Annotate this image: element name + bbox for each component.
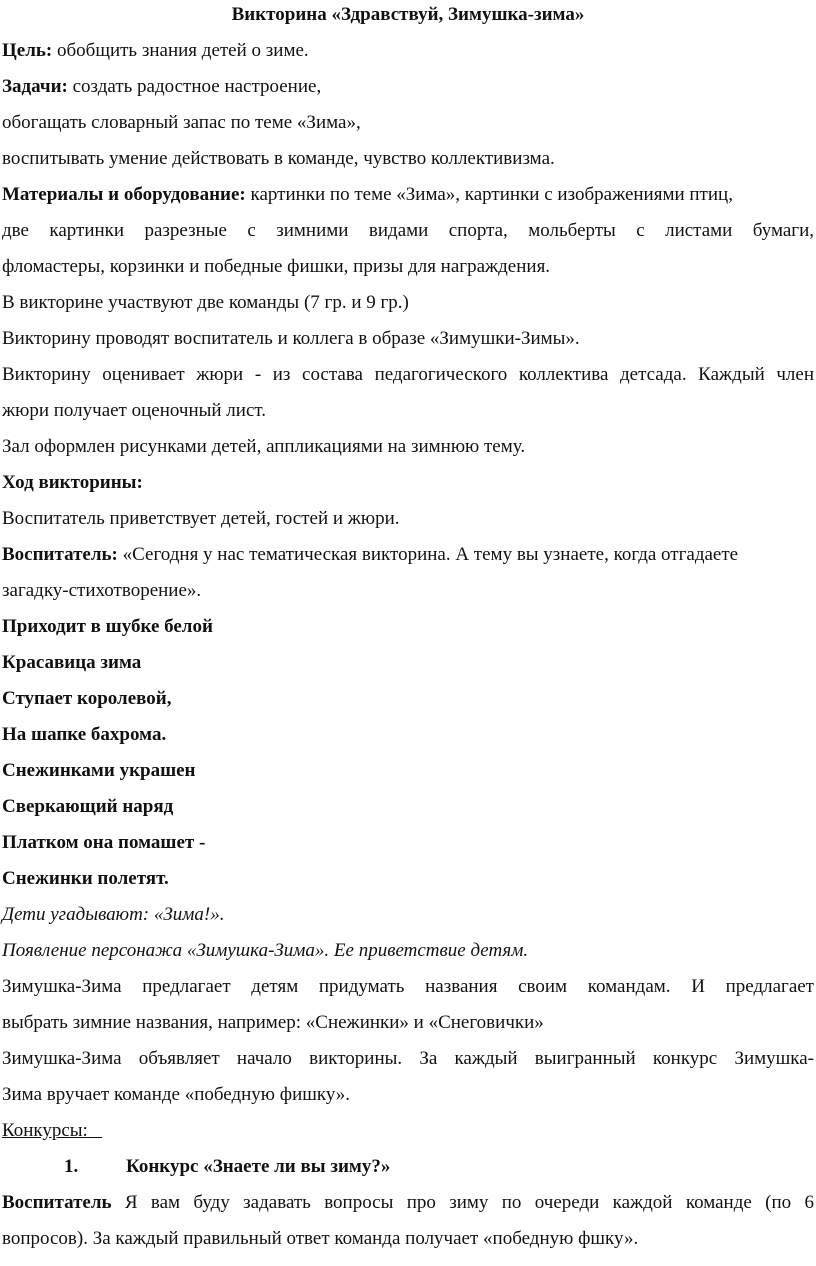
goal-text: обобщить знания детей о зиме.	[52, 40, 309, 61]
goal-paragraph	[2, 39, 816, 63]
hosts-paragraph: Викторину проводят воспитатель и коллега в образе «Зимушки-Зимы».	[2, 328, 580, 349]
poem-line: Приходит в шубке белой	[2, 616, 213, 637]
contests-label-underline-space	[88, 1120, 102, 1141]
teacher-q-label: Воспитатель	[2, 1192, 112, 1213]
tasks-line-3: воспитывать умение действовать в команде, чувство коллективизма.	[2, 148, 555, 169]
poem-line: Снежинки полетят.	[2, 868, 169, 889]
document-title: Викторина «Здравствуй, Зимушка-зима»	[231, 4, 585, 25]
start-line-1: Зимушка-Зима объявляет начало викторины. За каждый выигранный конкурс Зимушка-	[2, 1048, 814, 1069]
poem-line: Красавица зима	[2, 652, 142, 673]
teams-paragraph: В викторине участвуют две команды (7 гр. и 9 гр.)	[2, 292, 409, 313]
materials-line-2: две картинки разрезные с зимними видами спорта, мольберты с листами бумаги,	[2, 220, 814, 241]
teacher-intro-line-2: загадку-стихотворение».	[2, 580, 202, 601]
guess-line: Дети угадывают: «Зима!».	[2, 904, 225, 925]
section-heading: Ход викторины:	[2, 472, 143, 493]
materials-label: Материалы и оборудование:	[2, 184, 246, 205]
poem-line: Ступает королевой,	[2, 688, 172, 709]
tasks-line-2: обогащать словарный запас по теме «Зима»,	[2, 112, 361, 133]
teacher-intro-paragraph	[2, 543, 816, 567]
contests-label-text: Конкурсы:	[2, 1120, 88, 1141]
teacher-intro-label: Воспитатель:	[2, 544, 118, 565]
teacher-q-line-1	[2, 1191, 814, 1215]
materials-line-1: картинки по теме «Зима», картинки с изображениями птиц,	[245, 184, 733, 205]
jury-line-1: Викторину оценивает жюри - из состава педагогического коллектива детсада. Каждый член	[2, 364, 814, 385]
poem-line: Платком она помашет -	[2, 832, 206, 853]
names-line-1: Зимушка-Зима предлагает детям придумать названия своим командам. И предлагает	[2, 976, 814, 997]
start-line-2: Зима вручает команде «победную фишку».	[2, 1084, 351, 1105]
poem-line: Снежинками украшен	[2, 760, 196, 781]
teacher-q-text: Я вам буду задавать вопросы про зиму по очереди каждой команде (по 6	[111, 1192, 814, 1213]
greet-paragraph: Воспитатель приветствует детей, гостей и жюри.	[2, 508, 400, 529]
appearance-line: Появление персонажа «Зимушка-Зима». Ее приветствие детям.	[2, 940, 529, 961]
names-line-2: выбрать зимние названия, например: «Снежинки» и «Снеговички»	[2, 1012, 544, 1033]
tasks-line-1: создать радостное настроение,	[67, 76, 322, 97]
teacher-q-line-2: вопросов). За каждый правильный ответ команда получает «победную фшку».	[2, 1228, 639, 1249]
hall-paragraph: Зал оформлен рисунками детей, аппликациями на зимнюю тему.	[2, 436, 526, 457]
poem-line: На шапке бахрома.	[2, 724, 167, 745]
contest-1-number: 1.	[64, 1156, 79, 1177]
teacher-intro-line-1: «Сегодня у нас тематическая викторина. А тему вы узнаете, когда отгадаете	[117, 544, 739, 565]
tasks-paragraph	[2, 75, 816, 99]
tasks-label: Задачи:	[2, 76, 68, 97]
contest-1-title: Конкурс «Знаете ли вы зиму?»	[126, 1156, 391, 1177]
goal-label: Цель:	[2, 40, 53, 61]
jury-line-2: жюри получает оценочный лист.	[2, 400, 267, 421]
materials-paragraph	[2, 183, 816, 207]
contests-label	[2, 1119, 816, 1143]
poem-line: Сверкающий наряд	[2, 796, 174, 817]
materials-line-3: фломастеры, корзинки и победные фишки, призы для награждения.	[2, 256, 551, 277]
